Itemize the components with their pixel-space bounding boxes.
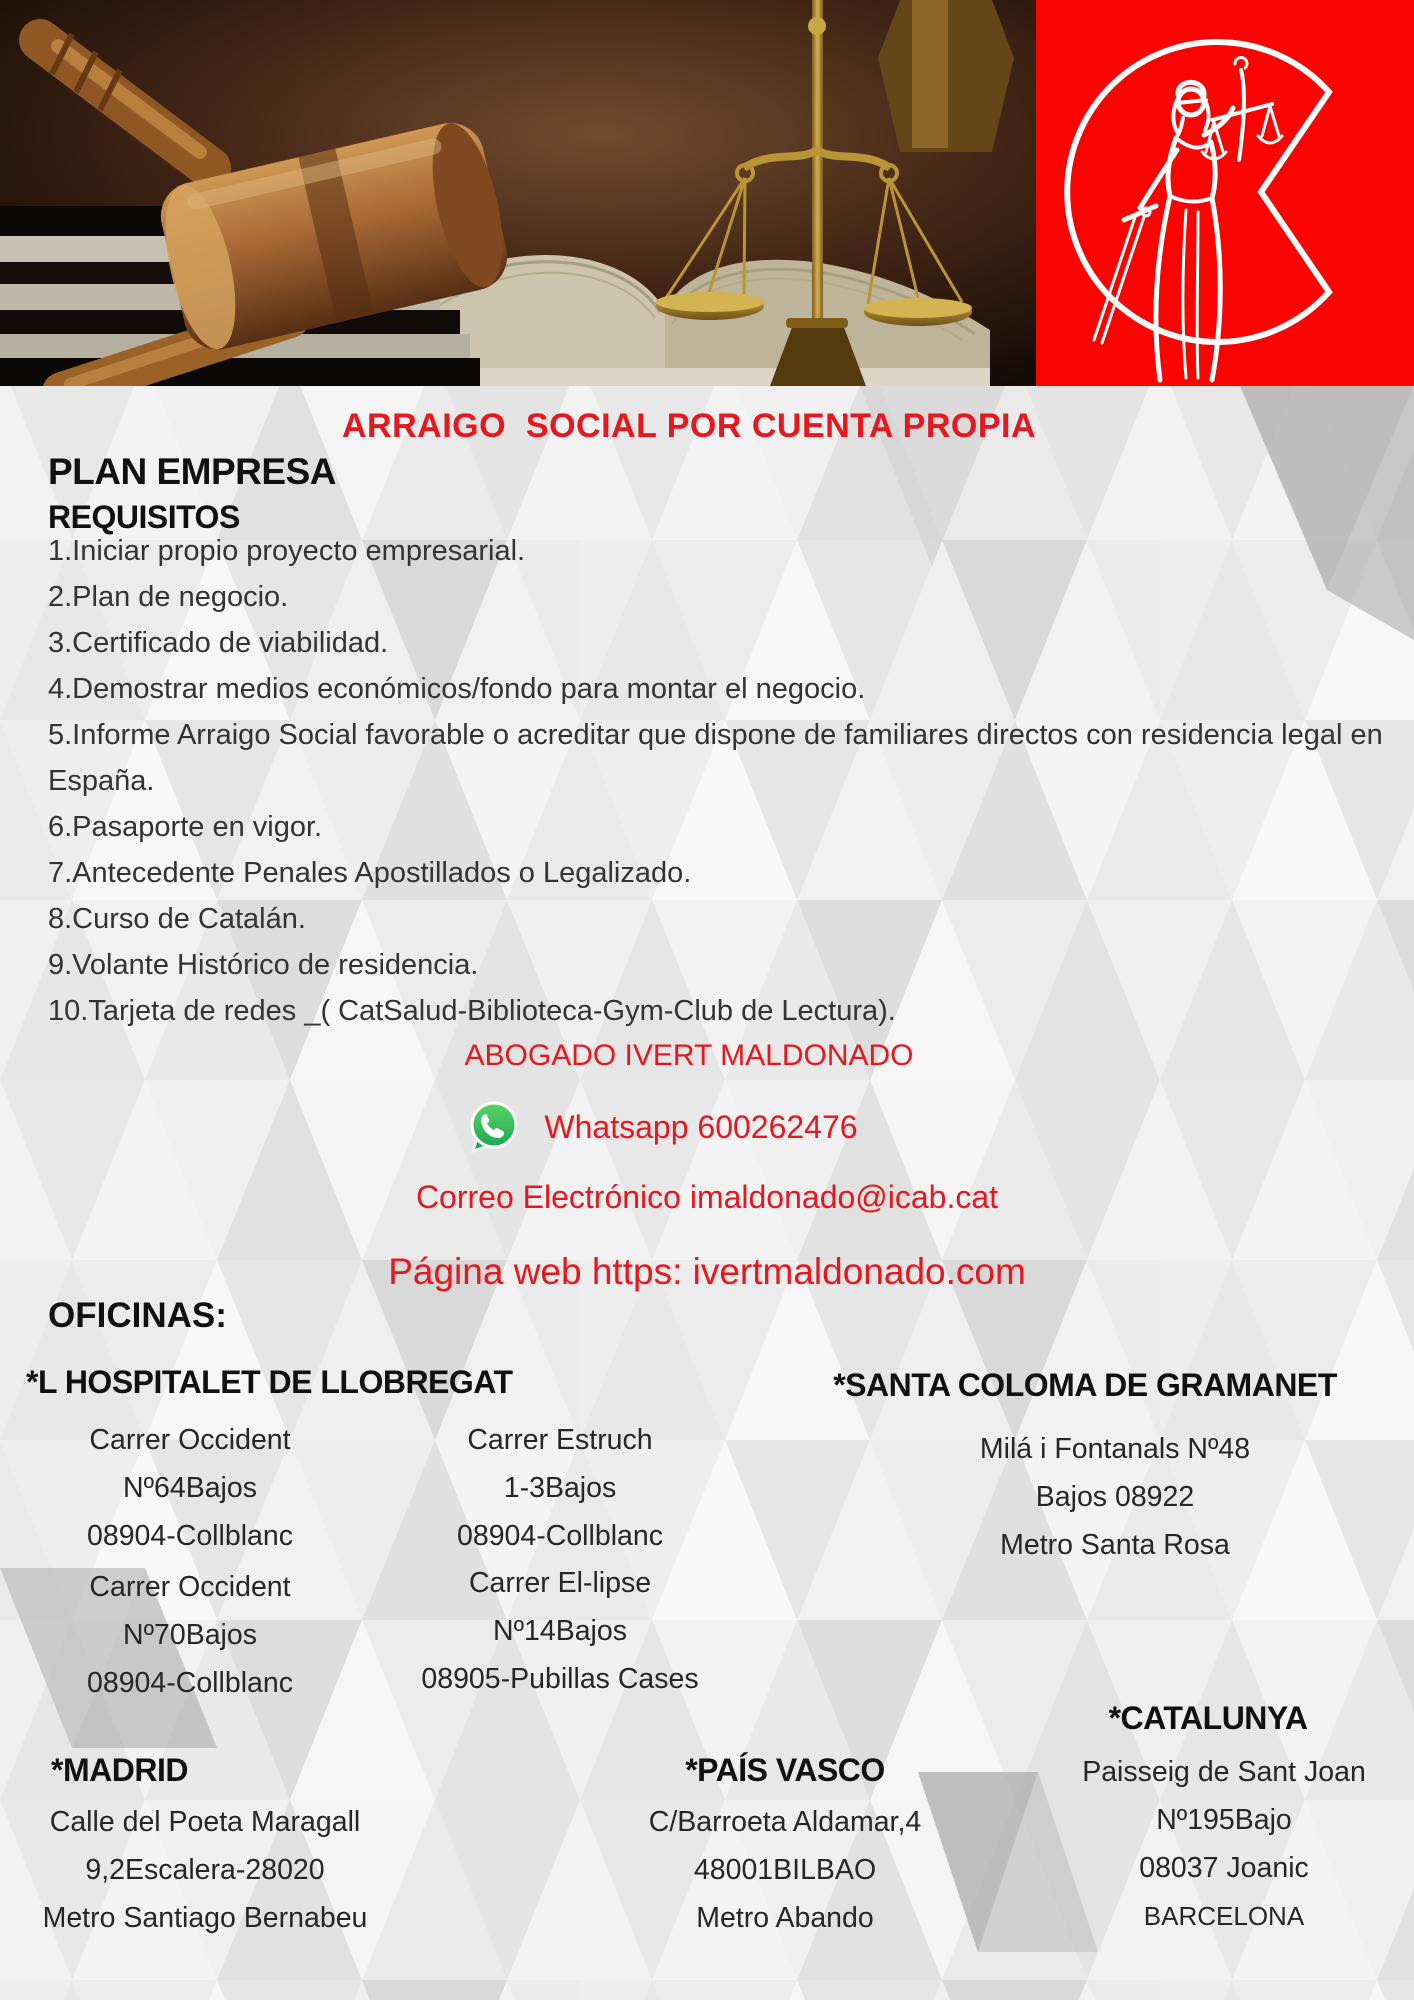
office-heading-hospitalet: *L HOSPITALET DE LLOBREGAT — [26, 1364, 513, 1400]
address-line: Bajos 08922 — [1035, 1481, 1195, 1513]
requisitos-heading: REQUISITOS — [48, 499, 240, 535]
office-heading-madrid: *MADRID — [51, 1752, 188, 1788]
address-line: Metro Santa Rosa — [1000, 1529, 1230, 1561]
address-line: 9,2Escalera-28020 — [85, 1854, 325, 1886]
address-block — [600, 1798, 970, 1942]
address-line: Nº195Bajo — [1156, 1804, 1292, 1836]
office-heading-santa-coloma: *SANTA COLOMA DE GRAMANET — [833, 1367, 1337, 1403]
address-line: 08904-Collblanc — [87, 1520, 293, 1552]
address-block — [890, 1425, 1340, 1569]
address-line: 08905-Pubillas Cases — [421, 1663, 699, 1695]
address-block — [390, 1559, 730, 1703]
requirements-list — [48, 528, 1396, 1034]
address-line: 08904-Collblanc — [457, 1520, 663, 1552]
address-line: Paisseig de Sant Joan — [1082, 1756, 1366, 1788]
address-block — [40, 1416, 340, 1560]
address-line: C/Barroeta Aldamar,4 — [648, 1806, 922, 1838]
address-block — [390, 1416, 730, 1560]
office-heading-catalunya: *CATALUNYA — [1108, 1700, 1308, 1736]
list-item: 2.Plan de negocio. — [48, 581, 289, 613]
address-line: Carrer Estruch — [467, 1424, 653, 1456]
address-line: Nº70Bajos — [123, 1619, 257, 1651]
address-line: 1-3Bajos — [503, 1472, 617, 1504]
address-line: Milá i Fontanals Nº48 — [979, 1433, 1251, 1465]
address-line: Carrer Occident — [89, 1424, 291, 1456]
list-item: 3.Certificado de viabilidad. — [48, 627, 389, 659]
list-item: 6.Pasaporte en vigor. — [48, 811, 323, 843]
office-heading-pais-vasco: *PAÍS VASCO — [685, 1752, 885, 1788]
address-line: BARCELONA — [1143, 1901, 1305, 1931]
address-line: Carrer El-lipse — [468, 1567, 652, 1599]
website-line: Página web https: ivertmaldonado.com — [388, 1251, 1026, 1292]
whatsapp-icon — [466, 1100, 520, 1154]
plan-empresa-heading: PLAN EMPRESA — [48, 451, 336, 492]
email-line: Correo Electrónico imaldonado@icab.cat — [415, 1179, 999, 1215]
address-line: Nº14Bajos — [493, 1615, 627, 1647]
address-line: Metro Abando — [696, 1902, 874, 1934]
lady-justice-logo — [1036, 0, 1414, 386]
address-line: Carrer Occident — [89, 1571, 291, 1603]
list-item: 4.Demostrar medios económicos/fondo para montar el negocio. — [48, 673, 866, 705]
address-line: 08904-Collblanc — [87, 1667, 293, 1699]
gavel-scales-photo — [0, 0, 1036, 386]
list-item: 8.Curso de Catalán. — [48, 903, 306, 935]
address-line: Metro Santiago Bernabeu — [42, 1902, 368, 1934]
address-line: Nº64Bajos — [123, 1472, 257, 1504]
address-line: 48001BILBAO — [693, 1854, 877, 1886]
list-item: 1.Iniciar propio proyecto empresarial. — [48, 535, 526, 567]
address-block — [1040, 1748, 1408, 1940]
address-block — [40, 1563, 340, 1707]
whatsapp-number: Whatsapp 600262476 — [544, 1108, 858, 1145]
offices-heading: OFICINAS: — [48, 1296, 227, 1335]
address-line: 08037 Joanic — [1139, 1852, 1309, 1884]
list-item: 5.Informe Arraigo Social favorable o acreditar que dispone de familiares directos con residencia legal en España. — [48, 719, 1383, 797]
list-item: 7.Antecedente Penales Apostillados o Legalizado. — [48, 857, 692, 889]
list-item: 9.Volante Histórico de residencia. — [48, 949, 479, 981]
lawyer-name-line: ABOGADO IVERT MALDONADO — [464, 1039, 914, 1072]
address-line: Calle del Poeta Maragall — [49, 1806, 361, 1838]
page-title: ARRAIGO SOCIAL POR CUENTA PROPIA — [341, 407, 1037, 445]
whatsapp-row — [0, 1098, 1369, 1156]
address-block — [20, 1798, 390, 1942]
list-item: 10.Tarjeta de redes _( CatSalud-Biblioteca-Gym-Club de Lectura). — [48, 995, 896, 1027]
